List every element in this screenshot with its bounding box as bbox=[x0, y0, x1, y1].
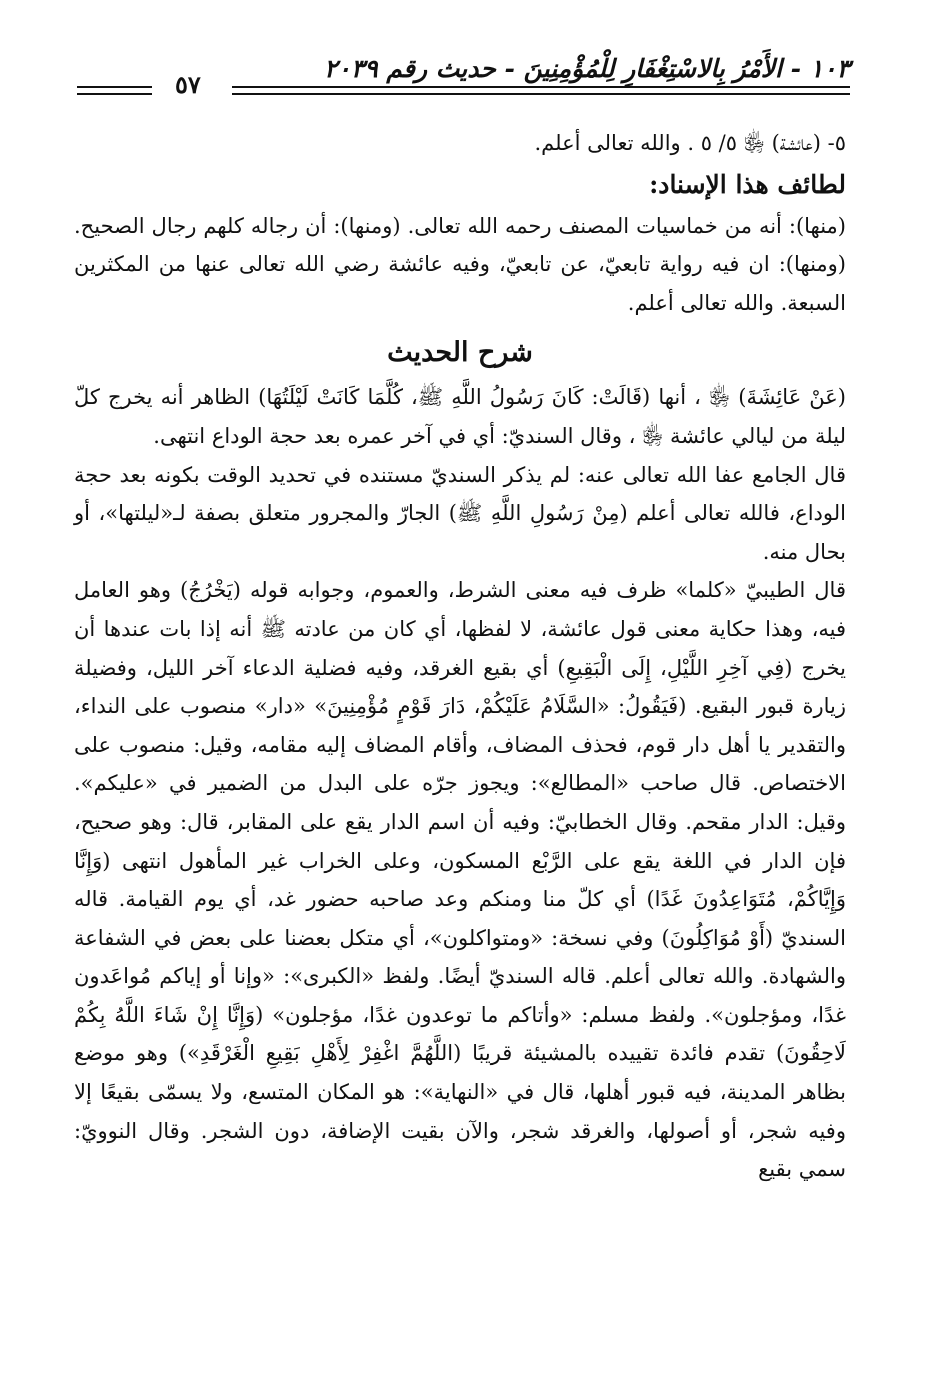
sharh-paragraph-2: قال الجامع عفا الله تعالى عنه: لم يذكر السنديّ مستنده في تحديد الوقت بكونه بعد حجة الوداع، فالله تعالى أعلم (مِنْ رَسُولِ اللَّهِ ﷺ) الجارّ والمجرور متعلق بصفة لـ«ليلتها»، أو بحال منه. bbox=[74, 462, 846, 564]
page-number: ٥٧ bbox=[175, 70, 201, 99]
page-body bbox=[74, 124, 846, 1189]
sharh-paragraph-1: (عَنْ عَائِشَةَ) ﵂ ، أنها (قَالَتْ: كَانَ رَسُولُ اللَّهِ ﷺ، كُلَّمَا كَانَتْ لَيْلَتُهَا) الظاهر أنه يخرج كلّ ليلة من ليالي عائشة ﵂ ، وقال السنديّ: أي في آخر عمره بعد حجة الوداع انتهى. bbox=[74, 385, 846, 448]
chapter-title: ١٠٣ - الأَمْرُ بِالاسْتِغْفَارِ لِلْمُؤْمِنِينَ - حديث رقم ٢٠٣٩ bbox=[323, 54, 850, 83]
header-rule-short bbox=[77, 86, 152, 95]
narrator-item-5: ٥- (عائشة) ﵂ ٥/ ٥ . والله تعالى أعلم. bbox=[534, 131, 846, 155]
sharh-paragraph-3: قال الطيبيّ «كلما» ظرف فيه معنى الشرط، والعموم، وجوابه قوله (يَخْرُجُ) وهو العامل فيه، وهذا حكاية معنى قول عائشة، لا لفظها، أي كان من عادته ﷺ أنه إذا بات عندها أن يخرج (فِي آخِرِ اللَّيْلِ، إِلَى الْبَقِيعِ) أي بقيع الغرقد، وفيه فضلية الدعاء آخر الليل، وفضيلة زيارة قبور البقيع. (فَيَقُولُ: «السَّلَامُ عَلَيْكُمْ، دَارَ قَوْمٍ مُؤْمِنِينَ» «دار» منصوب على النداء، والتقدير يا أهل دار قوم، فحذف المضاف، وأقام المضاف إليه مقامه، وقيل: منصوب على الاختصاص. قال صاحب «المطالع»: ويجوز جرّه على البدل من الضمير في «عليكم». وقيل: الدار مقحم. وقال الخطابيّ: وفيه أن اسم الدار يقع على المقابر، قال: وهو صحيح، فإن الدار في اللغة يقع على الرَّبْع المسكون، وعلى الخراب غير المأهول انتهى (وَإِنَّا وَإِيَّاكُمْ، مُتَوَاعِدُونَ غَدًا) أي كلّ منا ومنكم وعد صاحبه حضور غد، أي يوم القيامة. قاله السنديّ (أَوْ مُوَاكِلُونَ) وفي نسخة: «ومتواكلون»، أي متكل بعضنا على بعض في الشفاعة والشهادة. والله تعالى أعلم. قاله السنديّ أيضًا. ولفظ «الكبرى»: «وإنا أو إياكم مُواعَدون غدًا، ومؤجلون». ولفظ مسلم: «وأتاكم ما توعدون غدًا، مؤجلون» (وَإِنَّا إِنْ شَاءَ اللَّهُ بِكُمْ لَاحِقُونَ) تقدم فائدة تقييده بالمشيئة قريبًا (اللَّهُمَّ اغْفِرْ لِأَهْلِ بَقِيعِ الْغَرْقَدِ») وهو موضع بظاهر المدينة، فيه قبور أهلها، قال في «النهاية»: هو المكان المتسع، ولا يسمّى بقيعًا إلا وفيه شجر، أو أصولها، والغرقد شجر، والآن بقيت الإضافة، دون الشجر. وقال النوويّ: سمي بقيع bbox=[74, 578, 846, 1182]
running-header bbox=[72, 50, 850, 100]
section-heading-lataif: لطائف هذا الإسناد: bbox=[649, 169, 846, 199]
header-rule bbox=[232, 86, 850, 95]
section-heading-sharh: شرح الحديث bbox=[387, 337, 533, 369]
lataif-paragraph: (منها): أنه من خماسيات المصنف رحمه الله تعالى. (ومنها): أن رجاله كلهم رجال الصحيح. (ومنها): ان فيه رواية تابعيّ، عن تابعيّ، وفيه عائشة رضي الله تعالى عنها من المكثرين السبعة. والله تعالى أعلم. bbox=[74, 213, 846, 315]
